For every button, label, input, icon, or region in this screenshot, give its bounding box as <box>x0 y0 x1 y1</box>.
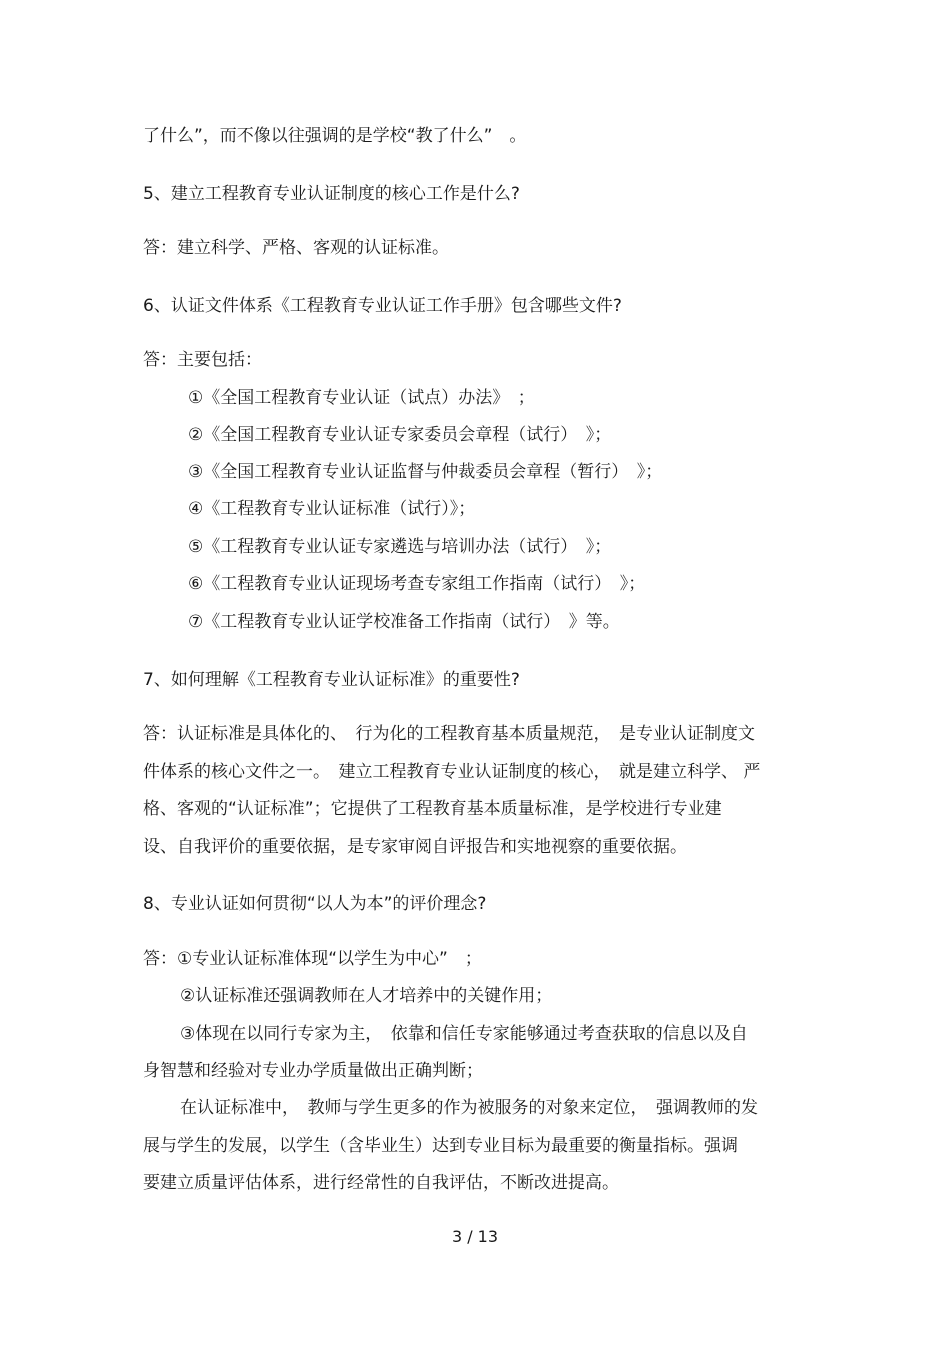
q6-answer-lead: 答：主要包括： <box>143 350 262 370</box>
q8-paragraph-line: 要建立质量评估体系，进行经常性的自我评估，不断改进提高。 <box>143 1173 619 1193</box>
q7-answer-line: 设、自我评价的重要依据，是专家审阅自评报告和实地视察的重要依据。 <box>143 837 687 857</box>
q8-answer-first: 答：①专业认证标准体现“以学生为中心” ； <box>143 949 482 969</box>
q6-item: ①《全国工程教育专业认证（试点）办法》 ； <box>188 388 535 408</box>
q5-answer: 答：建立科学、严格、客观的认证标准。 <box>143 238 449 258</box>
q8-answer-third-cont: 身智慧和经验对专业办学质量做出正确判断； <box>143 1061 483 1081</box>
q7-answer-line: 格、客观的“认证标准”；它提供了工程教育基本质量标准，是学校进行专业建 <box>143 799 722 819</box>
q7-answer-line: 答：认证标准是具体化的、 行为化的工程教育基本质量规范， 是专业认证制度文 <box>143 724 755 744</box>
q6-question: 6、认证文件体系《工程教育专业认证工作手册》包含哪些文件? <box>143 296 622 316</box>
q6-item: ③《全国工程教育专业认证监督与仲裁委员会章程（暂行） 》； <box>188 462 663 482</box>
q8-answer-second: ②认证标准还强调教师在人才培养中的关键作用； <box>180 986 553 1006</box>
q6-item: ④《工程教育专业认证标准（试行）》； <box>188 499 476 519</box>
q6-item: ⑦《工程教育专业认证学校准备工作指南（试行） 》等。 <box>188 612 620 632</box>
q7-answer-line: 件体系的核心文件之一。 建立工程教育专业认证制度的核心， 就是建立科学、 严 <box>143 762 761 782</box>
q5-question: 5、建立工程教育专业认证制度的核心工作是什么? <box>143 184 520 204</box>
q7-question: 7、如何理解《工程教育专业认证标准》的重要性? <box>143 670 520 690</box>
page-number: 3 / 13 <box>451 1227 499 1246</box>
q8-paragraph-line: 展与学生的发展，以学生（含毕业生）达到专业目标为最重要的衡量指标。强调 <box>143 1136 738 1156</box>
q6-item: ②《全国工程教育专业认证专家委员会章程（试行） 》； <box>188 425 612 445</box>
q8-answer-third: ③体现在以同行专家为主， 依靠和信任专家能够通过考查获取的信息以及自 <box>180 1024 748 1044</box>
q6-item: ⑤《工程教育专业认证专家遴选与培训办法（试行） 》； <box>188 537 612 557</box>
q8-question: 8、专业认证如何贯彻“以人为本”的评价理念? <box>143 894 487 914</box>
q8-paragraph-line: 在认证标准中， 教师与学生更多的作为被服务的对象来定位， 强调教师的发 <box>180 1098 758 1118</box>
intro-tail: 了什么”，而不像以往强调的是学校“教了什么” 。 <box>143 126 527 146</box>
q6-item: ⑥《工程教育专业认证现场考查专家组工作指南（试行） 》； <box>188 574 646 594</box>
